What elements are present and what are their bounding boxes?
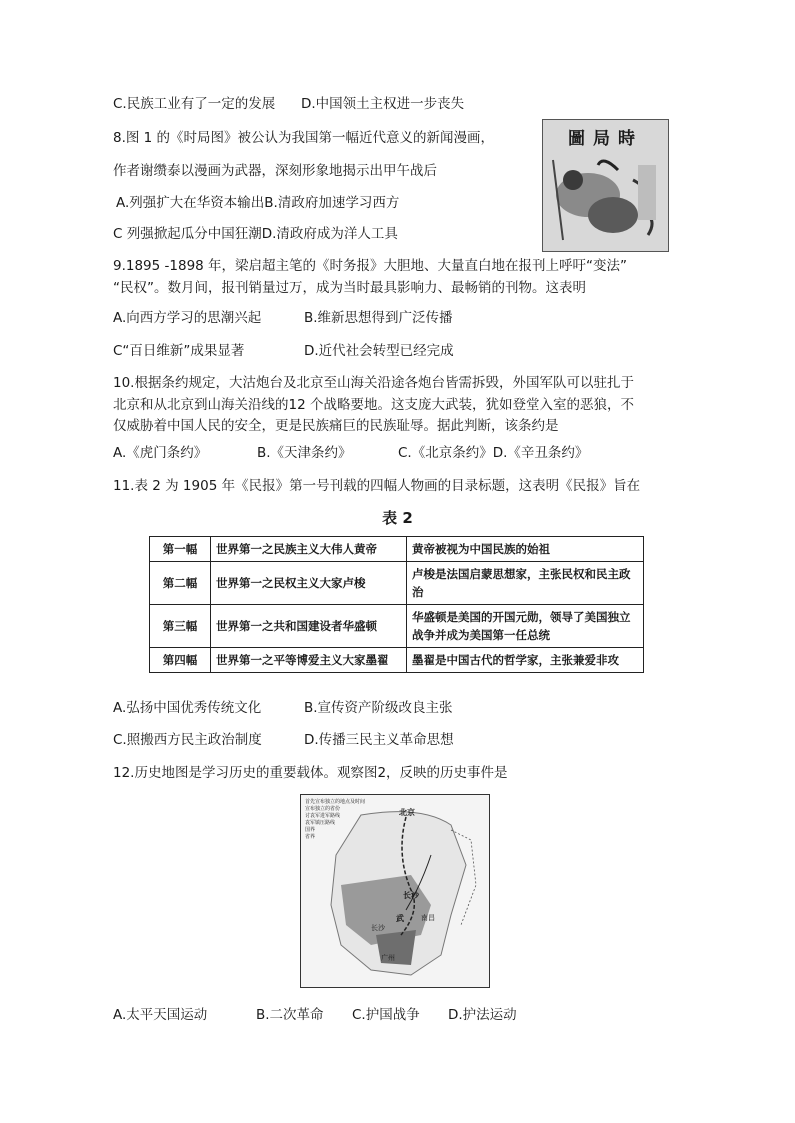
table-row	[150, 562, 644, 605]
table-row	[150, 537, 644, 562]
shijutu-cartoon-image	[542, 119, 669, 252]
table-cell-no: 第一幅	[150, 537, 211, 562]
legend-item: 国界	[305, 827, 316, 833]
table-cell-no: 第三幅	[150, 605, 211, 648]
q8-option-ab: A.列强扩大在华资本输出B.清政府加速学习西方	[116, 195, 400, 211]
q11-option-d: D.传播三民主义革命思想	[304, 732, 454, 748]
history-map-figure2	[300, 794, 490, 988]
q10-option-cd: C.《北京条约》D.《辛丑条约》	[398, 445, 589, 461]
q8-option-cd: C 列强掀起瓜分中国狂潮D.清政府成为洋人工具	[113, 226, 398, 242]
q9-option-a: A.向西方学习的思潮兴起	[113, 310, 262, 326]
map-label-changsha: 长沙	[371, 924, 385, 932]
q9-option-d: D.近代社会转型已经完成	[304, 343, 454, 359]
legend-item: 宣布独立的省份	[305, 806, 341, 812]
table-row	[150, 648, 644, 673]
q10-stem-line2: 北京和从北京到山海关沿线的12 个战略要地。这支庞大武装，犹如登堂入室的恶狼，不	[113, 397, 634, 413]
q12-option-d: D.护法运动	[448, 1007, 517, 1023]
map-label-nanchang: 南昌	[421, 914, 435, 922]
q11-option-c: C.照搬西方民主政治制度	[113, 732, 262, 748]
table-row	[150, 605, 644, 648]
q7-option-c: C.民族工业有了一定的发展	[113, 96, 276, 112]
table-cell-no: 第四幅	[150, 648, 211, 673]
legend-item: 袁军镇压路线	[305, 820, 336, 826]
q10-option-a: A.《虎门条约》	[113, 445, 208, 461]
table-cell-title: 世界第一之民权主义大家卢梭	[211, 562, 407, 605]
legend-item: 省界	[305, 834, 316, 840]
map-label-changsha-upper: 长沙	[403, 891, 419, 900]
legend-item: 首先宣布独立的地点及时间	[305, 799, 366, 805]
table-cell-title: 世界第一之共和国建设者华盛顿	[211, 605, 407, 648]
q7-option-d: D.中国领土主权进一步丧失	[301, 96, 465, 112]
table-cell-note: 黄帝被视为中国民族的始祖	[407, 537, 644, 562]
q8-stem-line1: 8.图 1 的《时局图》被公认为我国第一幅近代意义的新闻漫画，	[113, 130, 495, 146]
cartoon-title: 圖局時	[568, 129, 643, 149]
map-legend	[305, 799, 365, 841]
table-cell-title: 世界第一之民族主义大伟人黄帝	[211, 537, 407, 562]
q12-option-b: B.二次革命	[256, 1007, 324, 1023]
map-label-beijing: 北京	[399, 808, 415, 817]
map-label-guangzhou: 广州	[381, 954, 395, 962]
q10-stem-line3: 仅威胁着中国人民的安全，更是民族痛巨的民族耻辱。据此判断，该条约是	[113, 418, 559, 434]
table2	[149, 536, 644, 673]
map-label-wuhan: 武	[396, 914, 404, 923]
q11-option-a: A.弘扬中国优秀传统文化	[113, 700, 262, 716]
q12-option-a: A.太平天国运动	[113, 1007, 208, 1023]
table-cell-no: 第二幅	[150, 562, 211, 605]
q12-option-c: C.护国战争	[352, 1007, 420, 1023]
q9-option-b: B.维新思想得到广泛传播	[304, 310, 453, 326]
cartoon-drawing	[543, 120, 668, 251]
q9-option-c: C“百日维新”成果显著	[113, 343, 245, 359]
table-cell-title: 世界第一之平等博爱主义大家墨翟	[211, 648, 407, 673]
table-cell-note: 华盛顿是美国的开国元勋，领导了美国独立战争并成为美国第一任总统	[407, 605, 644, 648]
q8-stem-line2: 作者谢缵泰以漫画为武器，深刻形象地揭示出甲午战后	[113, 163, 437, 179]
q11-option-b: B.宣传资产阶级改良主张	[304, 700, 453, 716]
legend-item: 讨袁军进军路线	[305, 813, 341, 819]
table-cell-note: 卢梭是法国启蒙思想家，主张民权和民主政治	[407, 562, 644, 605]
q11-stem-line1: 11.表 2 为 1905 年《民报》第一号刊载的四幅人物画的目录标题，这表明《民报》旨在	[113, 478, 641, 494]
q10-stem-line1: 10.根据条约规定，大沽炮台及北京至山海关沿途各炮台皆需拆毁，外国军队可以驻扎于	[113, 375, 634, 391]
table-cell-note: 墨翟是中国古代的哲学家，主张兼爱非攻	[407, 648, 644, 673]
q9-stem-line1: 9.1895 -1898 年，梁启超主笔的《时务报》大胆地、大量直白地在报刊上呼吁“变法”	[113, 258, 628, 274]
q9-stem-line2: “民权”。数月间，报刊销量过万，成为当时最具影响力、最畅销的刊物。这表明	[113, 280, 586, 296]
q10-option-b: B.《天津条约》	[257, 445, 352, 461]
table2-caption: 表 2	[382, 509, 413, 527]
q12-stem-line1: 12.历史地图是学习历史的重要载体。观察图2，反映的历史事件是	[113, 765, 508, 781]
